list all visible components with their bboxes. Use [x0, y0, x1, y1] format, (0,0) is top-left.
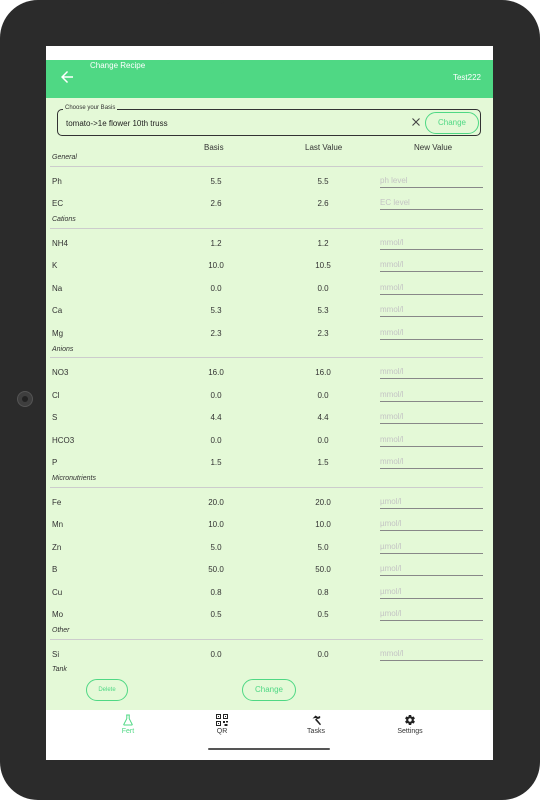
basis-value: 0.5: [210, 610, 222, 619]
row-ph: [46, 177, 493, 191]
section-general: General: [52, 154, 77, 161]
row-name: Cl: [52, 391, 60, 400]
last-value: 0.5: [317, 610, 329, 619]
last-value: 10.5: [315, 261, 331, 270]
qr-code-icon: [216, 714, 228, 726]
basis-value: 0.0: [210, 284, 222, 293]
basis-value: 0.0: [210, 391, 222, 400]
row-name: K: [52, 261, 58, 270]
app-screen: [46, 46, 493, 760]
app-bar: [46, 60, 493, 98]
volume-button: [66, 0, 170, 4]
row-name: Na: [52, 284, 63, 293]
user-name: Test222: [452, 73, 481, 82]
row-name: Zn: [52, 543, 62, 552]
row-nh4: [46, 239, 493, 253]
row-name: HCO3: [52, 436, 75, 445]
hco3-input[interactable]: [380, 432, 483, 447]
basis-change-button[interactable]: Change: [425, 112, 479, 134]
section-tank: Tank: [52, 666, 67, 673]
divider: [50, 487, 483, 488]
nav-tasks-label: Tasks: [307, 728, 325, 735]
home-indicator: [208, 748, 330, 750]
clear-icon[interactable]: [411, 117, 421, 127]
row-name: Mg: [52, 329, 64, 338]
last-value: 5.5: [317, 177, 329, 186]
divider: [50, 228, 483, 229]
flask-icon: [122, 714, 134, 726]
divider: [50, 639, 483, 640]
row-name: Mo: [52, 610, 64, 619]
basis-value[interactable]: tomato->1e flower 10th truss: [66, 119, 168, 128]
last-value: 50.0: [315, 565, 331, 574]
page-title: Change Recipe: [90, 61, 146, 70]
row-s: [46, 413, 493, 427]
row-fe: [46, 498, 493, 512]
power-button: [186, 0, 224, 4]
row-hco3: [46, 436, 493, 450]
basis-legend: Choose your Basis: [65, 105, 116, 111]
column-header-new-value: New Value: [414, 143, 453, 152]
last-value: 5.0: [317, 543, 329, 552]
row-zn: [46, 543, 493, 557]
last-value: 0.0: [317, 284, 329, 293]
row-name: Si: [52, 650, 60, 659]
section-other: Other: [52, 627, 70, 634]
ec-input[interactable]: [380, 195, 483, 210]
last-value: 1.5: [317, 458, 329, 467]
basis-value: 20.0: [208, 498, 224, 507]
last-value: 5.3: [317, 306, 329, 315]
row-k: [46, 261, 493, 275]
back-arrow-icon[interactable]: [58, 68, 76, 86]
basis-value: 0.8: [210, 588, 222, 597]
basis-value: 1.5: [210, 458, 222, 467]
basis-value: 10.0: [208, 261, 224, 270]
section-anions: Anions: [52, 346, 74, 353]
column-header-last-value: Last Value: [305, 143, 343, 152]
section-micronutrients: Micronutrients: [52, 475, 96, 482]
row-p: [46, 458, 493, 472]
k-input[interactable]: [380, 257, 483, 272]
row-name: Mn: [52, 520, 64, 529]
mn-input[interactable]: [380, 516, 483, 531]
na-input[interactable]: [380, 280, 483, 295]
row-mo: [46, 610, 493, 624]
basis-value: 50.0: [208, 565, 224, 574]
column-header-basis: Basis: [204, 143, 224, 152]
gear-icon: [404, 714, 416, 726]
row-na: [46, 284, 493, 298]
section-cations: Cations: [52, 216, 76, 223]
nh4-input[interactable]: [380, 235, 483, 250]
row-name: B: [52, 565, 58, 574]
basis-value: 0.0: [210, 650, 222, 659]
s-input[interactable]: [380, 409, 483, 424]
basis-value: 1.2: [210, 239, 222, 248]
row-ca: [46, 306, 493, 320]
last-value: 4.4: [317, 413, 329, 422]
nav-settings[interactable]: [380, 714, 440, 735]
hammer-icon: [310, 714, 322, 726]
row-mg: [46, 329, 493, 343]
row-name: EC: [52, 199, 64, 208]
basis-value: 5.3: [210, 306, 222, 315]
nav-fert[interactable]: [98, 714, 158, 735]
basis-value: 5.5: [210, 177, 222, 186]
row-no3: [46, 368, 493, 382]
basis-value: 2.3: [210, 329, 222, 338]
change-button[interactable]: Change: [242, 679, 296, 701]
row-name: Cu: [52, 588, 63, 597]
delete-button[interactable]: Delete: [86, 679, 128, 701]
basis-value: 5.0: [210, 543, 222, 552]
divider: [50, 357, 483, 358]
row-name: P: [52, 458, 58, 467]
basis-value: 0.0: [210, 436, 222, 445]
row-name: Fe: [52, 498, 62, 507]
last-value: 2.6: [317, 199, 329, 208]
divider: [50, 166, 483, 167]
row-cl: [46, 391, 493, 405]
last-value: 0.0: [317, 391, 329, 400]
basis-value: 4.4: [210, 413, 222, 422]
basis-value: 16.0: [208, 368, 224, 377]
p-input[interactable]: [380, 454, 483, 469]
nav-fert-label: Fert: [121, 728, 135, 735]
zn-input[interactable]: [380, 539, 483, 554]
row-mn: [46, 520, 493, 534]
ph-input[interactable]: [380, 173, 483, 188]
no3-input[interactable]: [380, 364, 483, 379]
last-value: 10.0: [315, 520, 331, 529]
basis-select[interactable]: [57, 105, 481, 136]
row-ec: [46, 199, 493, 213]
nav-qr[interactable]: [192, 714, 252, 735]
basis-value: 2.6: [210, 199, 222, 208]
b-input[interactable]: [380, 561, 483, 576]
mo-input[interactable]: [380, 606, 483, 621]
row-name: Ph: [52, 177, 62, 186]
row-b: [46, 565, 493, 579]
basis-value: 10.0: [208, 520, 224, 529]
nav-settings-label: Settings: [397, 728, 423, 735]
bottom-navigation: [46, 710, 493, 760]
fe-input[interactable]: [380, 494, 483, 509]
row-name: NO3: [52, 368, 69, 377]
last-value: 0.0: [317, 650, 329, 659]
mg-input[interactable]: [380, 325, 483, 340]
row-cu: [46, 588, 493, 602]
nav-tasks[interactable]: [286, 714, 346, 735]
last-value: 0.0: [317, 436, 329, 445]
last-value: 1.2: [317, 239, 329, 248]
row-name: NH4: [52, 239, 69, 248]
si-input[interactable]: [380, 646, 483, 661]
last-value: 2.3: [317, 329, 329, 338]
row-name: S: [52, 413, 58, 422]
last-value: 20.0: [315, 498, 331, 507]
ca-input[interactable]: [380, 302, 483, 317]
front-camera: [17, 391, 33, 407]
nav-qr-label: QR: [216, 728, 228, 735]
status-bar: [46, 46, 493, 60]
row-name: Ca: [52, 306, 63, 315]
row-si: [46, 650, 493, 664]
last-value: 16.0: [315, 368, 331, 377]
cl-input[interactable]: [380, 387, 483, 402]
last-value: 0.8: [317, 588, 329, 597]
cu-input[interactable]: [380, 584, 483, 599]
